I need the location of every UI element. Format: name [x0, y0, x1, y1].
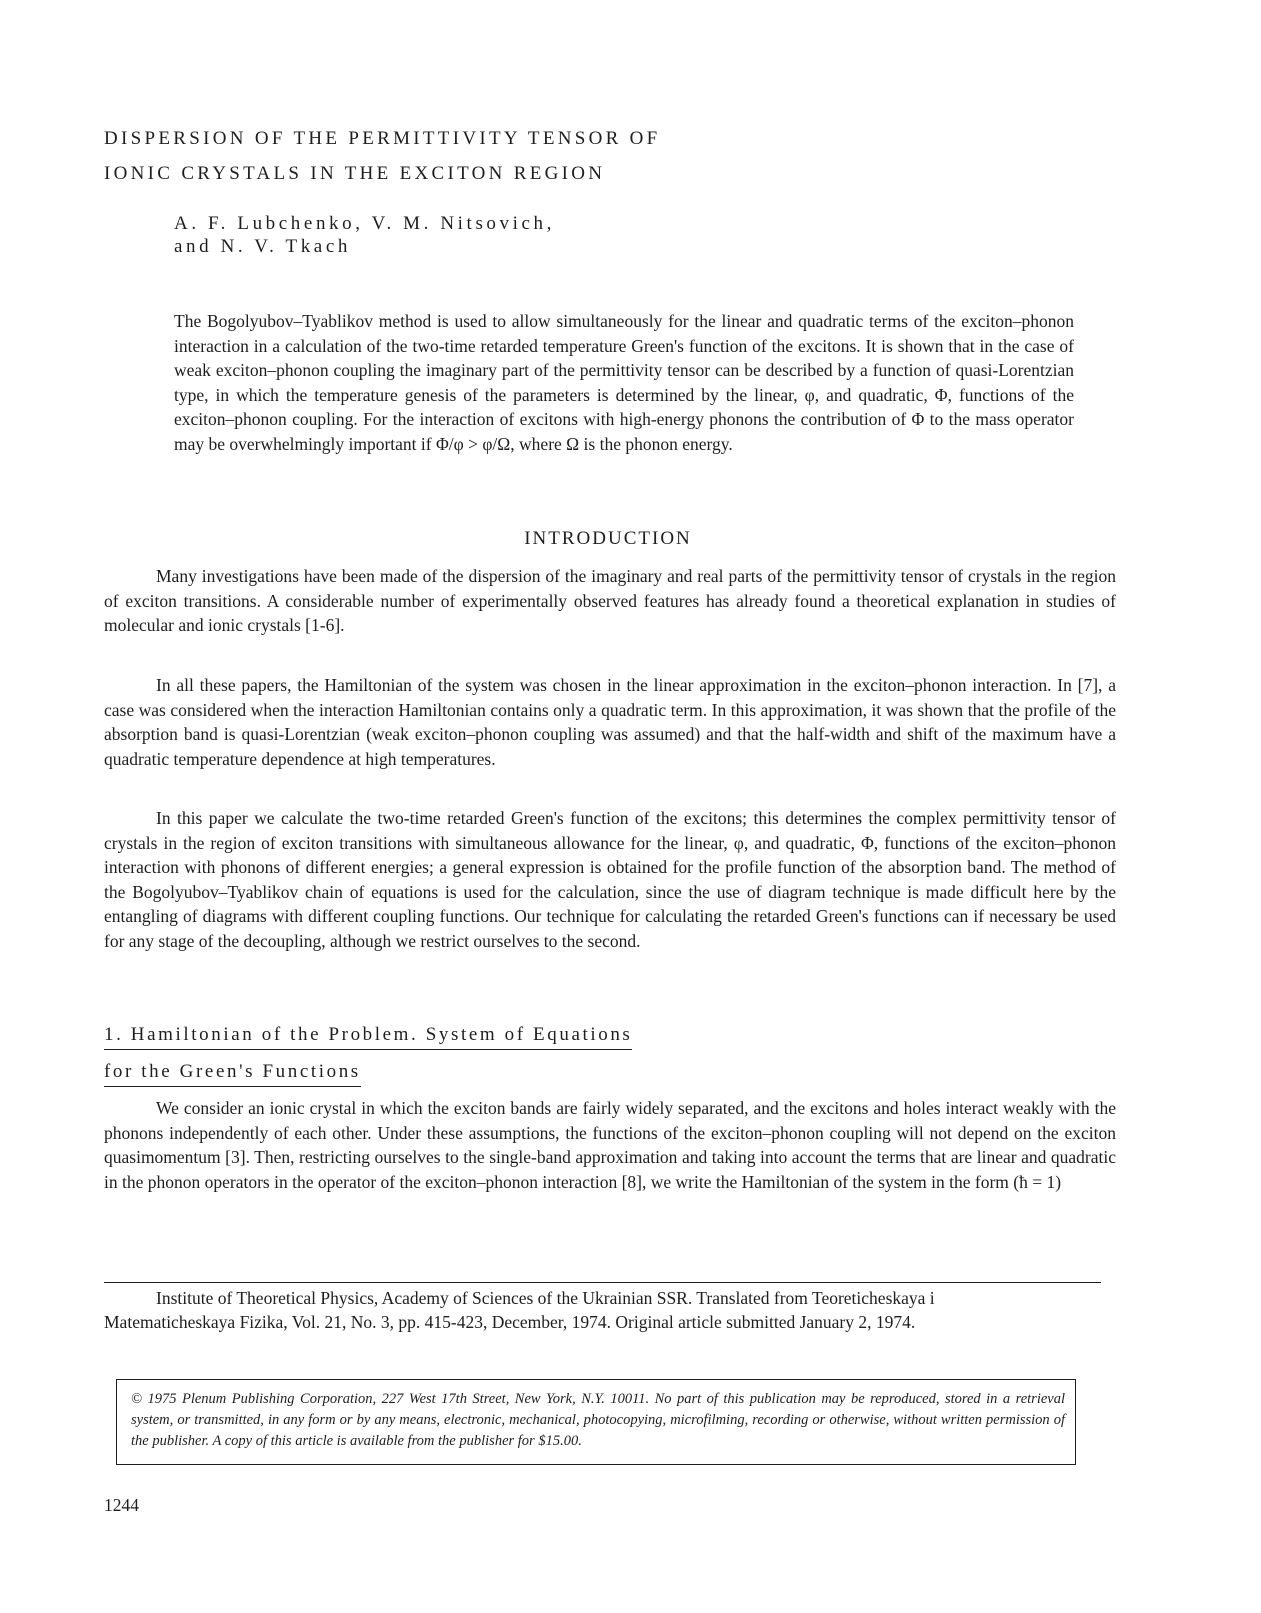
copyright-notice: © 1975 Plenum Publishing Corporation, 227 West 17th Street, New York, N.Y. 10011. No part of this publication may be reproduced, stored in a retrieval system, or transmitted, in any form or by any means, electronic, mechanical, photocopying, microfilming, recording or otherwise, without written permission of the publisher. A copy of this article is available from the publisher for $15.00. — [131, 1391, 1065, 1449]
intro-paragraph-2: In all these papers, the Hamiltonian of the system was chosen in the linear approximation in the exciton–phonon interaction. In [7], a case was considered when the interaction Hamiltonian contains only a quadratic term. In this approximation, it was shown that the profile of the absorption band is quasi-Lorentzian (weak exciton–phonon coupling was assumed) and that the half-width and shift of the maximum have a quadratic temperature dependence at high temperatures. — [104, 675, 1116, 769]
intro-paragraph-3: In this paper we calculate the two-time retarded Green's function of the excitons; this determines the complex permittivity tensor of crystals in the region of exciton transitions with simultaneous allowance for the linear, φ, and quadratic, Φ, functions of the exciton–phonon interaction with phonons of different energies; a general expression is obtained for the profile function of the absorption band. The method of the Bogolyubov–Tyablikov chain of equations is used for the calculation, since the use of diagram technique is made difficult here by the entangling of diagrams with different coupling functions. Our technique for calculating the retarded Green's functions can if necessary be used for any stage of the decoupling, although we restrict ourselves to the second. — [104, 808, 1116, 951]
page-number: 1244 — [104, 1495, 139, 1515]
section-1-paragraph: We consider an ionic crystal in which the exciton bands are fairly widely separated, and the excitons and holes interact weakly with the phonons independently of each other. Under these assumptions, the functions of the exciton–phonon coupling will not depend on the exciton quasimomentum [3]. Then, restricting ourselves to the single-band approximation and taking into account the terms that are linear and quadratic in the phonon operators in the operator of the exciton–phonon interaction [8], we write the Hamiltonian of the system in the form (ħ = 1) — [104, 1098, 1116, 1192]
authors-line-1: A. F. Lubchenko, V. M. Nitsovich, — [174, 213, 555, 234]
intro-paragraph-1: Many investigations have been made of the dispersion of the imaginary and real parts of the permittivity tensor of crystals in the region of exciton transitions. A considerable number of experimentally observed features has already found a theoretical explanation in studies of molecular and ionic crystals [1-6]. — [104, 566, 1116, 635]
introduction-heading: INTRODUCTION — [524, 528, 692, 549]
footnote-divider — [104, 1282, 1101, 1283]
abstract: The Bogolyubov–Tyablikov method is used to allow simultaneously for the linear and quadratic terms of the exciton–phonon interaction in a calculation of the two-time retarded temperature Green's function of the excitons. It is shown that in the case of weak exciton–phonon coupling the imaginary part of the permittivity tensor can be described by a function of quasi-Lorentzian type, in which the temperature genesis of the parameters is determined by the linear, φ, and quadratic, Φ, functions of the exciton–phonon coupling. For the interaction of excitons with high-energy phonons the contribution of Φ to the mass operator may be overwhelmingly important if Φ/φ > φ/Ω, where Ω is the phonon energy. — [174, 311, 1074, 454]
title-line-1: DISPERSION OF THE PERMITTIVITY TENSOR OF — [104, 128, 661, 149]
footnote: Institute of Theoretical Physics, Academy of Sciences of the Ukrainian SSR. Translated from Teoreticheskaya i Matematicheskaya Fizika, Vol. 21, No. 3, pp. 415-423, December, 1974. Original article submitted January 2, 1974. — [104, 1288, 935, 1332]
authors-line-2: and N. V. Tkach — [174, 236, 351, 257]
section-1-heading-line-1: 1. Hamiltonian of the Problem. System of Equations — [104, 1024, 632, 1050]
title-line-2: IONIC CRYSTALS IN THE EXCITON REGION — [104, 163, 606, 184]
section-1-heading-line-2: for the Green's Functions — [104, 1061, 361, 1087]
copyright-box — [116, 1379, 1076, 1465]
